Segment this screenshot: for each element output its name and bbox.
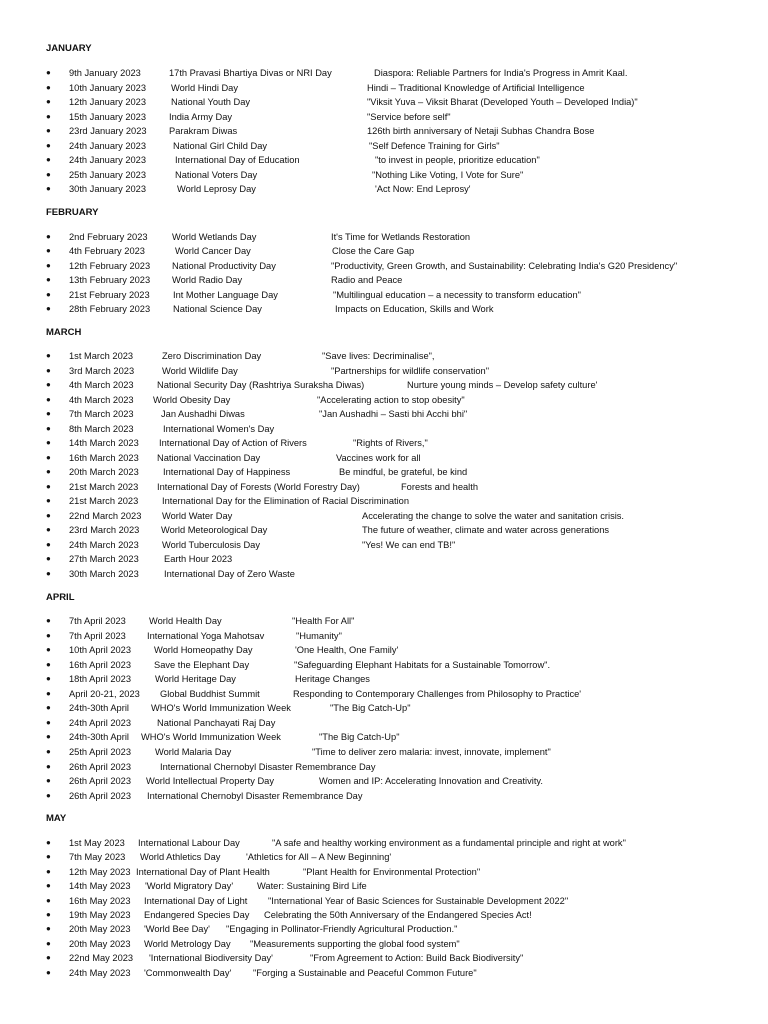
event-name: 'World Migratory Day'	[145, 881, 234, 892]
event-theme: "Self Defence Training for Girls"	[369, 140, 500, 151]
list-item	[0, 437, 768, 449]
event-theme: "Health For All"	[292, 616, 355, 626]
event-name: World Radio Day	[172, 275, 243, 286]
list-item	[0, 274, 768, 286]
event-theme: "Rights of Rivers,"	[353, 438, 428, 449]
list-item	[0, 851, 768, 863]
event-theme: Radio and Peace	[331, 275, 403, 286]
event-name: WHO's World Immunization Week	[141, 732, 281, 743]
list-item	[0, 231, 768, 243]
list-item	[0, 408, 768, 420]
event-date: 7th May 2023	[69, 852, 126, 863]
event-theme: "The Big Catch-Up"	[330, 703, 411, 714]
event-name: International Day of Plant Health	[136, 866, 270, 877]
list-item	[0, 111, 768, 123]
event-date: 16th May 2023	[69, 895, 131, 906]
bullet-icon: ●	[46, 246, 51, 256]
list-item	[0, 644, 768, 656]
event-theme: 'One Health, One Family'	[295, 645, 399, 656]
bullet-icon: ●	[46, 111, 51, 121]
bullet-icon: ●	[46, 184, 51, 193]
bullet-icon: ●	[46, 525, 51, 535]
event-name: World Obesity Day	[153, 394, 231, 405]
list-item	[0, 260, 768, 272]
bullet-icon: ●	[46, 645, 51, 655]
event-name: India Army Day	[169, 111, 233, 122]
list-item	[0, 967, 768, 979]
event-name: World Hindi Day	[171, 82, 238, 93]
bullet-icon: ●	[46, 616, 51, 625]
event-name: World Cancer Day	[175, 246, 251, 257]
event-date: 2nd February 2023	[69, 232, 148, 242]
event-date: 12th February 2023	[69, 260, 151, 271]
list-item	[0, 394, 768, 406]
event-theme: Nurture young minds – Develop safety culture'	[407, 380, 598, 391]
event-theme: Celebrating the 50th Anniversary of the Endangered Species Act!	[264, 910, 532, 920]
bullet-icon: ●	[46, 380, 51, 390]
event-theme: "Plant Health for Environmental Protection"	[303, 866, 481, 877]
event-date: 30th March 2023	[69, 568, 139, 579]
bullet-icon: ●	[46, 688, 51, 698]
bullet-icon: ●	[46, 568, 51, 578]
bullet-icon: ●	[46, 895, 51, 905]
list-item	[0, 688, 768, 700]
event-theme: 'Athletics for All – A New Beginning'	[246, 852, 392, 863]
section-heading: FEBRUARY	[46, 207, 99, 218]
event-theme: Heritage Changes	[295, 674, 370, 685]
bullet-icon: ●	[46, 232, 51, 241]
list-item	[0, 880, 768, 892]
bullet-icon: ●	[46, 275, 51, 285]
list-item	[0, 154, 768, 166]
event-theme: "Viksit Yuva – Viksit Bharat (Developed Youth – Developed India)"	[367, 97, 638, 107]
event-theme: Be mindful, be grateful, be kind	[339, 467, 468, 478]
event-theme: Close the Care Gap	[332, 246, 415, 257]
list-item	[0, 524, 768, 536]
event-name: World Intellectual Property Day	[146, 776, 274, 787]
event-name: World Malaria Day	[155, 746, 232, 757]
event-name: World Metrology Day	[144, 938, 231, 949]
bullet-icon: ●	[46, 790, 51, 800]
event-date: 13th February 2023	[69, 275, 151, 286]
bullet-icon: ●	[46, 924, 51, 934]
event-name: National Security Day (Rashtriya Suraksha Diwas)	[157, 380, 365, 391]
event-theme: "Jan Aushadhi – Sasti bhi Acchi bhi"	[319, 409, 468, 420]
list-item	[0, 82, 768, 94]
event-date: 21st March 2023	[69, 496, 139, 507]
event-theme: 126th birth anniversary of Netaji Subhas Chandra Bose	[367, 126, 595, 136]
event-date: 3rd March 2023	[69, 365, 135, 376]
event-name: 'International Biodiversity Day'	[149, 953, 273, 964]
list-item	[0, 423, 768, 435]
event-name: International Day of Zero Waste	[164, 568, 295, 579]
list-item	[0, 909, 768, 921]
event-name: 'World Bee Day'	[144, 924, 210, 935]
event-name: International Day of Happiness	[163, 467, 291, 478]
event-theme: Impacts on Education, Skills and Work	[335, 304, 494, 314]
bullet-icon: ●	[46, 910, 51, 919]
event-date: 9th January 2023	[69, 68, 141, 78]
event-name: World Tuberculosis Day	[162, 539, 260, 550]
event-name: National Productivity Day	[172, 260, 276, 271]
event-theme: "to invest in people, prioritize education"	[375, 155, 540, 165]
event-date: 4th March 2023	[69, 380, 134, 391]
event-theme: Responding to Contemporary Challenges from Philosophy to Practice'	[293, 688, 582, 699]
event-theme: Hindi – Traditional Knowledge of Artificial Intelligence	[367, 82, 585, 93]
event-name: International Women's Day	[163, 423, 275, 434]
bullet-icon: ●	[46, 761, 51, 771]
list-item	[0, 481, 768, 493]
event-date: 24th-30th April	[69, 732, 129, 743]
bullet-icon: ●	[46, 659, 51, 669]
event-date: 26th April 2023	[69, 761, 132, 772]
section-heading: JANUARY	[46, 43, 92, 54]
event-date: April 20-21, 2023	[69, 688, 140, 699]
event-date: 4th March 2023	[69, 394, 134, 405]
event-name: Jan Aushadhi Diwas	[161, 409, 245, 420]
bullet-icon: ●	[46, 481, 51, 491]
event-date: 7th April 2023	[69, 630, 126, 641]
list-item	[0, 495, 768, 507]
bullet-icon: ●	[46, 953, 51, 963]
event-date: 16th April 2023	[69, 659, 132, 670]
event-theme: "Partnerships for wildlife conservation"	[331, 365, 490, 376]
event-theme: "Nothing Like Voting, I Vote for Sure"	[372, 169, 524, 180]
event-date: 22nd March 2023	[69, 510, 142, 521]
event-name: World Water Day	[162, 510, 233, 521]
bullet-icon: ●	[46, 852, 51, 862]
bullet-icon: ●	[46, 97, 51, 106]
event-theme: The future of weather, climate and water across generations	[362, 525, 610, 536]
event-theme: Forests and health	[401, 481, 479, 492]
event-theme: "Accelerating action to stop obesity"	[317, 394, 465, 405]
event-theme: It's Time for Wetlands Restoration	[331, 232, 471, 242]
bullet-icon: ●	[46, 394, 51, 404]
bullet-icon: ●	[46, 68, 51, 77]
event-name: National Youth Day	[171, 97, 251, 107]
list-item	[0, 350, 768, 362]
event-name: International Chernobyl Disaster Remembrance Day	[147, 790, 363, 801]
bullet-icon: ●	[46, 438, 51, 448]
event-name: International Labour Day	[138, 838, 240, 848]
section-heading: MAY	[46, 813, 67, 824]
event-date: 28th February 2023	[69, 304, 151, 314]
event-date: 23rd March 2023	[69, 525, 140, 536]
event-date: 12th May 2023	[69, 866, 131, 877]
event-name: International Day of Light	[144, 895, 248, 906]
event-name: World Heritage Day	[155, 674, 236, 685]
event-name: International Day of Action of Rivers	[159, 438, 307, 449]
event-date: 24th March 2023	[69, 539, 139, 550]
event-theme: "Save lives: Decriminalise",	[322, 351, 435, 361]
list-item	[0, 761, 768, 773]
bullet-icon: ●	[46, 365, 51, 375]
event-name: World Health Day	[149, 616, 222, 626]
bullet-icon: ●	[46, 703, 51, 713]
list-item	[0, 837, 768, 849]
event-theme: "From Agreement to Action: Build Back Biodiversity"	[310, 953, 524, 964]
list-item	[0, 379, 768, 391]
event-name: International Chernobyl Disaster Remembrance Day	[160, 761, 376, 772]
event-theme: Women and IP: Accelerating Innovation and Creativity.	[319, 776, 543, 787]
bullet-icon: ●	[46, 289, 51, 299]
event-date: 24th April 2023	[69, 717, 132, 728]
event-date: 24th May 2023	[69, 967, 131, 978]
event-name: International Day of Forests (World Forestry Day)	[157, 481, 360, 492]
event-name: 17th Pravasi Bhartiya Divas or NRI Day	[169, 68, 332, 78]
event-date: 23rd January 2023	[69, 126, 147, 136]
event-date: 20th March 2023	[69, 467, 139, 478]
event-name: National Girl Child Day	[173, 140, 268, 151]
bullet-icon: ●	[46, 866, 51, 876]
event-date: 4th February 2023	[69, 246, 145, 257]
event-name: International Day for the Elimination of Racial Discrimination	[162, 496, 409, 507]
list-item	[0, 553, 768, 565]
event-date: 22nd May 2023	[69, 953, 134, 964]
event-date: 21st March 2023	[69, 481, 139, 492]
bullet-icon: ●	[46, 554, 51, 564]
list-item	[0, 702, 768, 714]
bullet-icon: ●	[46, 630, 51, 640]
bullet-icon: ●	[46, 452, 51, 462]
event-name: National Vaccination Day	[157, 452, 261, 463]
bullet-icon: ●	[46, 140, 51, 150]
event-date: 19th May 2023	[69, 910, 131, 920]
list-item	[0, 895, 768, 907]
event-theme: "International Year of Basic Sciences for Sustainable Development 2022"	[268, 895, 569, 906]
list-item	[0, 539, 768, 551]
event-name: WHO's World Immunization Week	[151, 703, 291, 714]
event-date: 14th March 2023	[69, 438, 139, 449]
event-theme: Diaspora: Reliable Partners for India's Progress in Amrit Kaal.	[374, 68, 628, 78]
list-item	[0, 673, 768, 685]
event-date: 7th March 2023	[69, 409, 134, 420]
bullet-icon: ●	[46, 423, 51, 433]
event-theme: "Safeguarding Elephant Habitats for a Sustainable Tomorrow".	[294, 659, 551, 670]
event-name: International Yoga Mahotsav	[147, 630, 265, 641]
list-item	[0, 303, 768, 315]
event-date: 1st May 2023	[69, 838, 125, 848]
event-theme: "Productivity, Green Growth, and Sustainability: Celebrating India's G20 Presidency"	[331, 260, 678, 271]
event-theme: "Yes! We can end TB!"	[362, 539, 456, 550]
list-item	[0, 630, 768, 642]
event-date: 10th April 2023	[69, 645, 132, 656]
event-theme: "Service before self"	[367, 111, 451, 122]
bullet-icon: ●	[46, 746, 51, 756]
bullet-icon: ●	[46, 169, 51, 179]
bullet-icon: ●	[46, 496, 51, 506]
event-theme: "Measurements supporting the global food system"	[250, 938, 460, 949]
event-date: 1st March 2023	[69, 351, 134, 361]
list-item	[0, 452, 768, 464]
event-name: 'Commonwealth Day'	[144, 967, 232, 978]
list-item	[0, 125, 768, 137]
event-date: 26th April 2023	[69, 790, 132, 801]
bullet-icon: ●	[46, 938, 51, 948]
event-name: Earth Hour 2023	[164, 554, 233, 565]
list-item	[0, 659, 768, 671]
list-item	[0, 183, 768, 195]
list-item	[0, 775, 768, 787]
list-item	[0, 140, 768, 152]
event-theme: "The Big Catch-Up"	[319, 732, 400, 743]
event-name: World Wildlife Day	[162, 365, 238, 376]
event-date: 16th March 2023	[69, 452, 139, 463]
list-item	[0, 866, 768, 878]
event-date: 25th April 2023	[69, 746, 132, 757]
event-date: 26th April 2023	[69, 776, 132, 787]
event-date: 8th March 2023	[69, 423, 134, 434]
bullet-icon: ●	[46, 776, 51, 786]
event-theme: "A safe and healthy working environment as a fundamental principle and right at work"	[272, 838, 626, 848]
section-heading: MARCH	[46, 327, 82, 338]
list-item	[0, 67, 768, 79]
event-date: 25th January 2023	[69, 169, 147, 180]
bullet-icon: ●	[46, 82, 51, 92]
event-theme: "Engaging in Pollinator-Friendly Agricultural Production."	[226, 924, 458, 935]
event-date: 20th May 2023	[69, 938, 131, 949]
list-item	[0, 717, 768, 729]
event-name: Parakram Diwas	[169, 126, 238, 136]
event-date: 20th May 2023	[69, 924, 131, 935]
event-theme: Vaccines work for all	[336, 452, 421, 463]
event-name: National Voters Day	[175, 169, 258, 180]
bullet-icon: ●	[46, 732, 51, 742]
event-date: 14th May 2023	[69, 881, 131, 892]
event-date: 18th April 2023	[69, 674, 132, 685]
list-item	[0, 952, 768, 964]
bullet-icon: ●	[46, 967, 51, 977]
event-date: 10th January 2023	[69, 82, 147, 93]
list-item	[0, 289, 768, 301]
bullet-icon: ●	[46, 717, 51, 727]
event-name: Endangered Species Day	[144, 910, 250, 920]
event-date: 21st February 2023	[69, 289, 150, 300]
event-name: Zero Discrimination Day	[162, 351, 262, 361]
bullet-icon: ●	[46, 674, 51, 684]
bullet-icon: ●	[46, 351, 51, 360]
list-item	[0, 510, 768, 522]
event-theme: Accelerating the change to solve the water and sanitation crisis.	[362, 510, 625, 521]
bullet-icon: ●	[46, 539, 51, 549]
event-theme: 'Act Now: End Leprosy'	[375, 184, 471, 194]
list-item	[0, 615, 768, 627]
event-name: World Leprosy Day	[177, 184, 256, 194]
event-theme: "Humanity"	[296, 630, 342, 641]
list-item	[0, 731, 768, 743]
event-date: 12th January 2023	[69, 97, 147, 107]
event-name: World Homeopathy Day	[154, 645, 253, 656]
bullet-icon: ●	[46, 155, 51, 164]
event-name: World Wetlands Day	[172, 232, 257, 242]
list-item	[0, 938, 768, 950]
section-heading: APRIL	[46, 592, 75, 603]
event-theme: Water: Sustaining Bird Life	[257, 881, 367, 892]
event-name: National Panchayati Raj Day	[157, 717, 276, 728]
event-date: 15th January 2023	[69, 111, 147, 122]
bullet-icon: ●	[46, 510, 51, 520]
bullet-icon: ●	[46, 260, 51, 270]
bullet-icon: ●	[46, 881, 51, 891]
event-name: Global Buddhist Summit	[160, 688, 260, 699]
list-item	[0, 568, 768, 580]
event-date: 24th January 2023	[69, 140, 147, 151]
list-item	[0, 790, 768, 802]
event-name: World Athletics Day	[140, 852, 221, 863]
bullet-icon: ●	[46, 409, 51, 419]
event-date: 27th March 2023	[69, 554, 139, 565]
bullet-icon: ●	[46, 304, 51, 313]
list-item	[0, 365, 768, 377]
bullet-icon: ●	[46, 467, 51, 477]
event-name: International Day of Education	[175, 155, 300, 165]
list-item	[0, 466, 768, 478]
event-theme: "Time to deliver zero malaria: invest, innovate, implement"	[312, 746, 551, 757]
bullet-icon: ●	[46, 126, 51, 135]
list-item	[0, 923, 768, 935]
event-name: Save the Elephant Day	[154, 659, 250, 670]
list-item	[0, 169, 768, 181]
event-date: 24th January 2023	[69, 155, 147, 165]
event-name: National Science Day	[173, 304, 262, 314]
event-name: World Meteorological Day	[161, 525, 268, 536]
event-date: 24th-30th April	[69, 703, 129, 714]
bullet-icon: ●	[46, 838, 51, 847]
list-item	[0, 96, 768, 108]
list-item	[0, 245, 768, 257]
event-theme: "Forging a Sustainable and Peaceful Common Future"	[253, 967, 477, 978]
event-date: 7th April 2023	[69, 616, 126, 626]
list-item	[0, 746, 768, 758]
event-date: 30th January 2023	[69, 184, 147, 194]
event-theme: "Multilingual education – a necessity to transform education"	[333, 289, 581, 300]
event-name: Int Mother Language Day	[173, 289, 278, 300]
